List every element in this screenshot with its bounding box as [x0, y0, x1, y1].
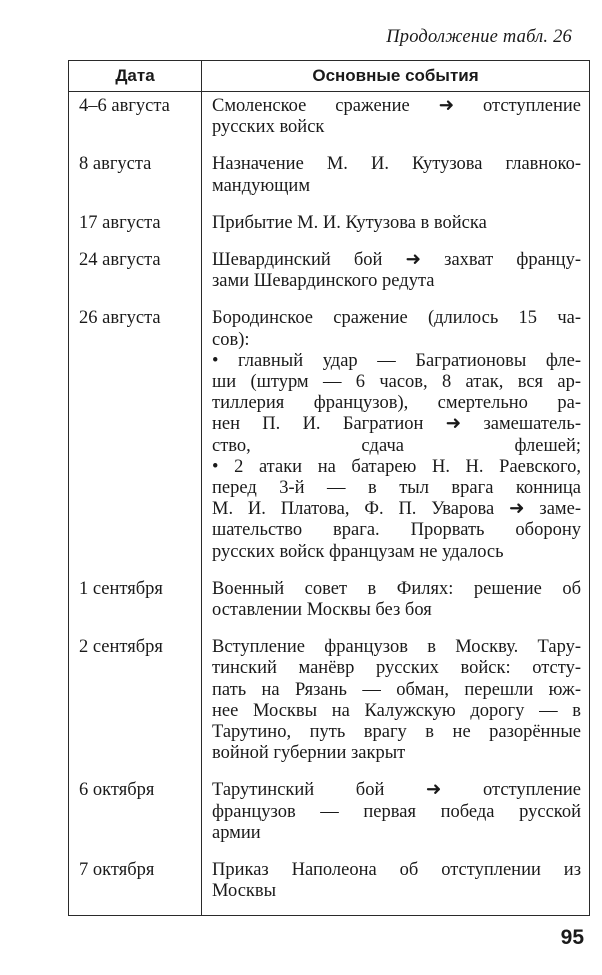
event-text-line: ши (штурм — 6 часов, 8 атак, вся ар- [212, 372, 581, 393]
header-date: Дата [69, 61, 202, 92]
event-text-line: армии [212, 822, 261, 843]
event-text-line: русских войск французам не удалось [212, 541, 504, 562]
event-description [202, 856, 590, 915]
event-text-line: Шевардинский бой ➜ захват францу- [212, 250, 581, 271]
event-text-line: Военный совет в Филях: решение об [212, 578, 581, 599]
table-row [69, 209, 590, 246]
event-date: 1 сентября [69, 575, 202, 633]
table-row [69, 776, 590, 856]
event-text-line: пать на Рязань — обман, перешли юж- [212, 679, 581, 700]
event-date: 7 октября [69, 856, 202, 915]
event-description [202, 209, 590, 246]
event-description [202, 92, 590, 151]
event-text-line: русских войск [212, 117, 325, 138]
event-description [202, 633, 590, 776]
event-date: 6 октября [69, 776, 202, 856]
event-text-line: • 2 атаки на батарею Н. Н. Раевского, [212, 456, 581, 477]
event-text-line: ство, сдача флешей; [212, 435, 581, 456]
event-text-line: М. И. Платова, Ф. П. Уварова ➜ заме- [212, 499, 581, 520]
event-text-line: французов — первая победа русской [212, 801, 581, 822]
event-text-line: Вступление французов в Москву. Тару- [212, 637, 581, 658]
event-date: 24 августа [69, 246, 202, 304]
table-row [69, 856, 590, 915]
event-text-line: перед 3-й — в тыл врага конница [212, 478, 581, 499]
event-text-line: шательство врага. Прорвать оборону [212, 520, 581, 541]
event-text-line: тинский манёвр русских войск: отсту- [212, 658, 581, 679]
event-text-line: Тарутино, путь врагу в не разорённые [212, 722, 581, 743]
event-text-line: сов): [212, 329, 250, 350]
event-text-line: Назначение М. И. Кутузова главноко- [212, 154, 581, 175]
table-body [69, 92, 590, 916]
table-row [69, 246, 590, 304]
table-row [69, 150, 590, 208]
event-text-line: Смоленское сражение ➜ отступление [212, 96, 581, 116]
event-description [202, 776, 590, 856]
event-date: 26 августа [69, 304, 202, 574]
event-text-line: зами Шевардинского редута [212, 271, 435, 292]
table-caption: Продолжение табл. 26 [386, 27, 572, 47]
event-text-line: нен П. И. Багратион ➜ замешатель- [212, 414, 581, 435]
table-header-row [69, 61, 590, 92]
event-text-line: Бородинское сражение (длилось 15 ча- [212, 308, 581, 329]
table-row [69, 633, 590, 776]
event-text-line: войной губернии закрыт [212, 743, 406, 764]
events-table [68, 60, 590, 916]
event-date: 8 августа [69, 150, 202, 208]
event-text-line: Москвы [212, 881, 277, 902]
event-date: 17 августа [69, 209, 202, 246]
event-date: 4–6 августа [69, 92, 202, 151]
event-text-line: тиллерия французов), смертельно ра- [212, 393, 581, 414]
event-text-line: • главный удар — Багратионовы фле- [212, 350, 581, 371]
event-description [202, 575, 590, 633]
event-text-line: Приказ Наполеона об отступлении из [212, 860, 581, 881]
event-description [202, 150, 590, 208]
header-events: Основные события [202, 61, 590, 92]
event-text-line: Прибытие М. И. Кутузова в войска [212, 212, 487, 233]
event-text-line: мандующим [212, 175, 311, 196]
table-row [69, 92, 590, 151]
table-row [69, 304, 590, 574]
page-number: 95 [560, 926, 584, 949]
event-text-line: оставлении Москвы без боя [212, 600, 432, 621]
table-row [69, 575, 590, 633]
event-description [202, 246, 590, 304]
event-text-line: Тарутинский бой ➜ отступление [212, 780, 581, 801]
event-text-line: нее Москвы на Калужскую дорогу — в [212, 700, 581, 721]
event-date: 2 сентября [69, 633, 202, 776]
event-description [202, 304, 590, 574]
